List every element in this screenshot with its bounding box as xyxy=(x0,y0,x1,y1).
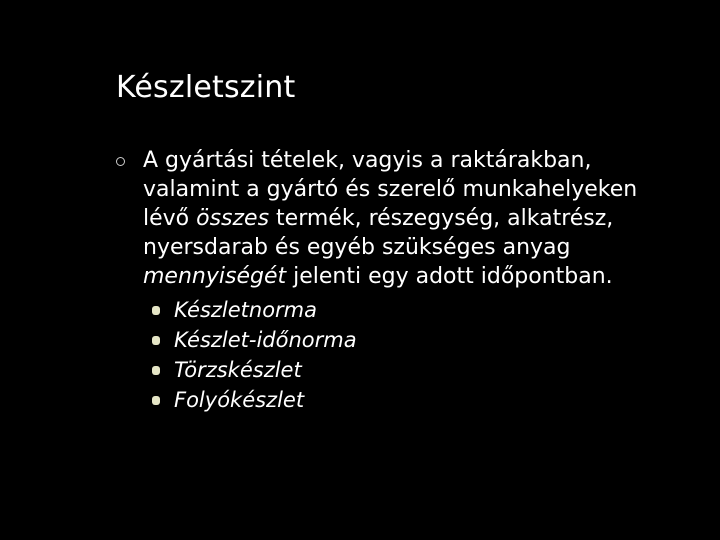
main-bullet-text xyxy=(143,146,673,291)
sub-bullet-label: Készlet-időnorma xyxy=(174,328,357,352)
square-bullet-icon xyxy=(152,396,160,405)
sub-bullet-list xyxy=(116,295,676,415)
sub-bullet-item xyxy=(116,385,676,415)
hollow-circle-bullet-icon xyxy=(116,157,125,166)
slide-title: Készletszint xyxy=(116,70,296,105)
main-text-segment: jelenti egy adott időpontban. xyxy=(286,264,613,289)
square-bullet-icon xyxy=(152,306,160,315)
main-text-emphasis-mennyiseget: mennyiségét xyxy=(143,264,287,289)
sub-bullet-item xyxy=(116,295,676,325)
sub-bullet-item xyxy=(116,325,676,355)
main-bullet-item xyxy=(116,146,676,415)
square-bullet-icon xyxy=(152,336,160,345)
main-text-segment: termék, részegység, alkatrész, nyersdarab és egyéb szükséges anyag xyxy=(143,206,614,260)
square-bullet-icon xyxy=(152,366,160,375)
sub-bullet-label: Folyókészlet xyxy=(174,388,305,412)
sub-bullet-item xyxy=(116,355,676,385)
main-text-emphasis-osszes: összes xyxy=(196,206,270,231)
main-text-segment: A gyártási tételek, vagyis a raktárakban, valamint a gyártó és szerelő munkahelyeken lévő xyxy=(143,148,638,231)
sub-bullet-label: Törzskészlet xyxy=(174,358,302,382)
sub-bullet-label: Készletnorma xyxy=(174,298,318,322)
